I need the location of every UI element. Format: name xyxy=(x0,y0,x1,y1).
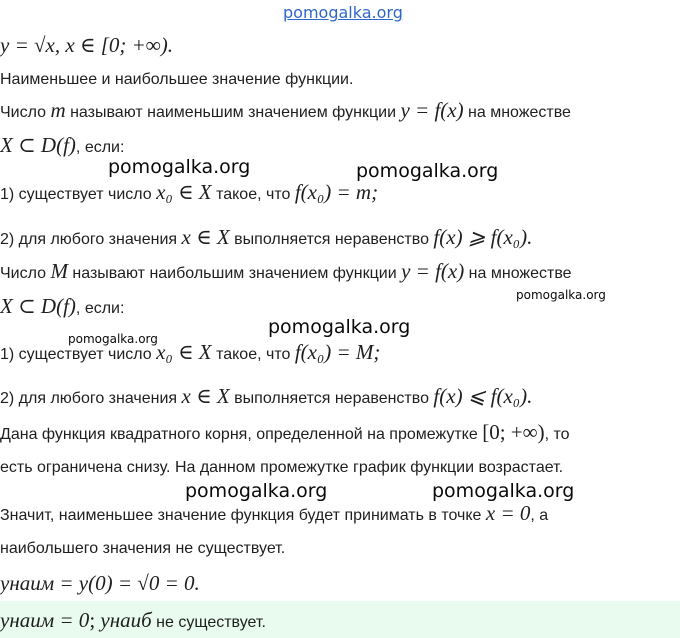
answer-line: yнаим = 0; yнаиб не существует. xyxy=(0,608,266,632)
min-condition-1: 1) существует число x₀ ∈ X такое, что f(x₀) = m; xyxy=(0,180,379,204)
watermark-7: pomogalka.org xyxy=(432,480,575,502)
conclusion-line1: Значит, наименьшее значение функция будет принимать в точке x = 0, а xyxy=(0,501,549,525)
watermark-5: pomogalka.org xyxy=(68,332,158,346)
watermark-top[interactable]: pomogalka.org xyxy=(283,3,403,22)
min-definition-line1: Число m называют наименьшим значением функции y = f(x) на множестве xyxy=(0,98,571,122)
watermark-2: pomogalka.org xyxy=(356,160,499,182)
section-heading: Наименьшее и наибольшее значение функции. xyxy=(0,71,354,88)
min-definition-line2: X ⊂ D(f), если: xyxy=(0,133,125,157)
watermark-6: pomogalka.org xyxy=(185,480,328,502)
max-definition-line1: Число M называют наибольшим значением функции y = f(x) на множестве xyxy=(0,259,572,283)
min-condition-2: 2) для любого значения x ∈ X выполняется неравенство f(x) ⩾ f(x₀). xyxy=(0,225,533,249)
function-definition: y = √x, x ∈ [0; +∞). xyxy=(0,33,174,57)
max-definition-line2: X ⊂ D(f), если: xyxy=(0,294,125,318)
max-condition-2: 2) для любого значения x ∈ X выполняется неравенство f(x) ⩽ f(x₀). xyxy=(0,384,533,408)
watermark-3: pomogalka.org xyxy=(516,288,606,302)
given-line1: Дана функция квадратного корня, определенной на промежутке [0; +∞), то xyxy=(0,420,570,444)
conclusion-line2: наибольшего значения не существует. xyxy=(0,540,286,557)
given-line2: есть ограничена снизу. На данном промежутке график функции возрастает. xyxy=(0,459,564,476)
min-value-equation: yнаим = y(0) = √0 = 0. xyxy=(0,571,200,595)
watermark-1: pomogalka.org xyxy=(108,156,251,178)
watermark-4: pomogalka.org xyxy=(268,316,411,338)
max-condition-1: 1) существует число x₀ ∈ X такое, что f(x₀) = M; xyxy=(0,340,381,364)
